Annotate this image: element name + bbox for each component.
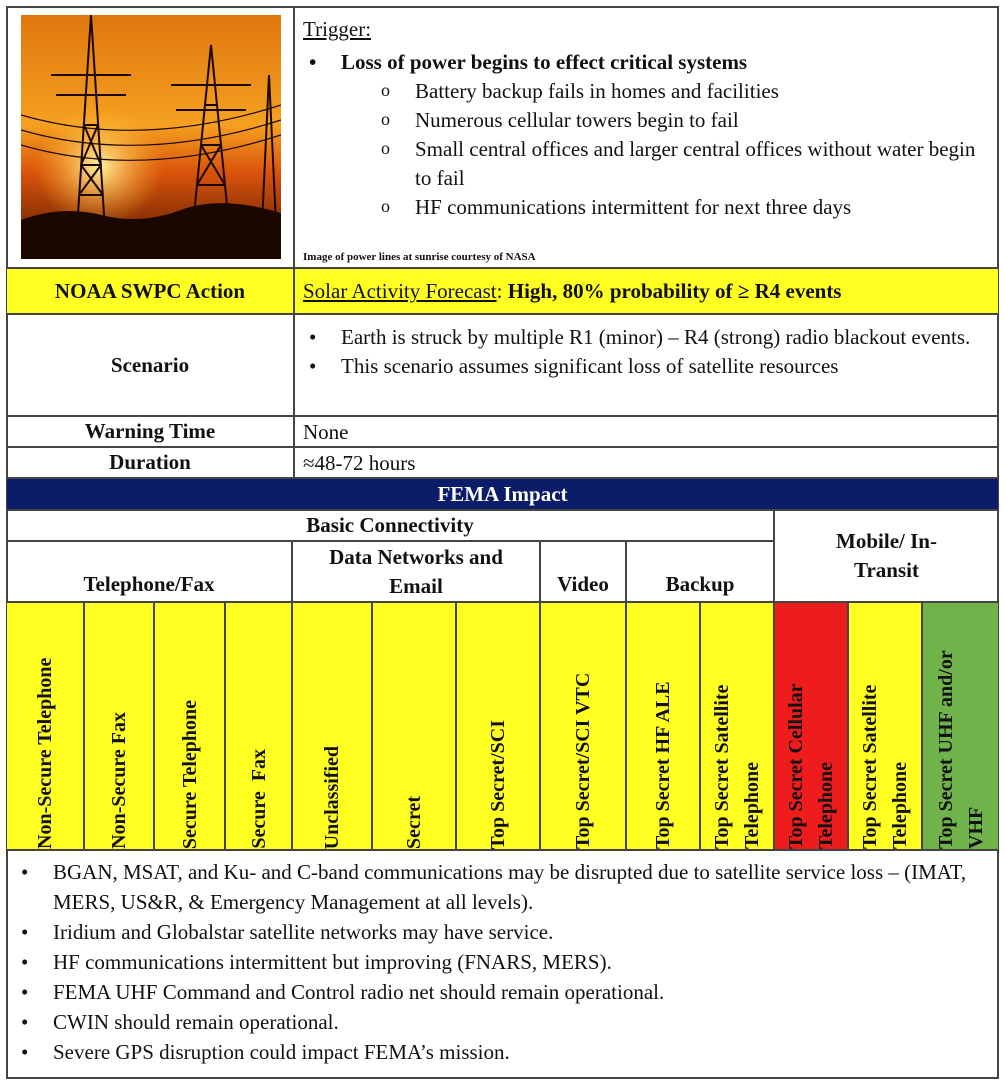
status-cell-top-secret-hf-ale (626, 602, 700, 850)
column-label: Top Secret Satellite Telephone (859, 684, 911, 849)
fema-impact-header: FEMA Impact (6, 478, 999, 510)
status-cell-mobile-satellite-telephone (848, 602, 922, 850)
scenario-label: Scenario (6, 314, 294, 416)
mobile-transit-header: Mobile/ In-Transit (774, 510, 999, 602)
impact-notes (6, 850, 999, 1079)
status-cell-non-secure-telephone (6, 602, 84, 850)
note-item: • BGAN, MSAT, and Ku- and C-band communications may be disrupted due to satellite service loss – (IMAT, MERS, US&R, & Emergency Management at all levels). (15, 857, 968, 917)
trigger-heading: Trigger: (303, 17, 372, 41)
column-label: Top Secret UHF and/or VHF (934, 650, 987, 849)
note-item: • Iridium and Globalstar satellite networks may have service. (15, 917, 968, 947)
sub-bullet: o Small central offices and larger central offices without water begin to fail (303, 135, 978, 193)
column-label: Non-Secure Telephone (34, 657, 56, 849)
scenario-bullet: • Earth is struck by multiple R1 (minor) – R4 (strong) radio blackout events. (303, 323, 978, 352)
group-video: Video (540, 541, 626, 602)
forecast-separator: : (496, 279, 508, 303)
status-cell-non-secure-fax (84, 602, 154, 850)
image-caption: Image of power lines at sunrise courtesy of NASA (303, 251, 536, 263)
status-cell-unclassified (292, 602, 372, 850)
warning-label: Warning Time (6, 416, 294, 447)
group-telephone-fax: Telephone/Fax (6, 541, 292, 602)
column-label: Secret (403, 796, 425, 849)
duration-label: Duration (6, 447, 294, 478)
column-label: Secure Telephone (178, 699, 201, 849)
forecast-value: High, 80% probability of ≥ R4 events (507, 279, 842, 303)
status-cell-top-secret-cellular-telephone (774, 602, 848, 850)
status-cell-top-secret-sci (456, 602, 540, 850)
column-label: Top Secret/SCI VTC (572, 672, 594, 849)
basic-connectivity-header: Basic Connectivity (6, 510, 774, 541)
note-item: • CWIN should remain operational. (15, 1007, 968, 1037)
trigger-main-bullet: • Loss of power begins to effect critical systems (303, 48, 998, 77)
sub-bullet: o Battery backup fails in homes and facilities (303, 77, 978, 106)
trigger-sub-list (303, 77, 998, 222)
status-cell-top-secret-satellite-telephone (700, 602, 774, 850)
column-label: Top Secret HF ALE (652, 681, 674, 849)
column-label: Non-Secure Fax (108, 712, 130, 849)
power-lines-image (21, 15, 281, 259)
column-label: Top Secret/SCI (487, 719, 509, 849)
group-backup: Backup (626, 541, 774, 602)
column-label: Top Secret Satellite Telephone (711, 684, 763, 849)
status-cell-top-secret-uhf-vhf (922, 602, 999, 850)
note-item: • HF communications intermittent but improving (FNARS, MERS). (15, 947, 968, 977)
note-item: • Severe GPS disruption could impact FEMA’s mission. (15, 1037, 968, 1067)
sub-bullet: o Numerous cellular towers begin to fail (303, 106, 978, 135)
scenario-cell (294, 314, 999, 416)
sub-bullet: o HF communications intermittent for next three days (303, 193, 978, 222)
forecast-link[interactable]: Solar Activity Forecast (303, 279, 497, 303)
status-cell-secure-telephone (154, 602, 225, 850)
status-cell-secure-fax (225, 602, 292, 850)
warning-value: None (294, 416, 999, 447)
image-cell (6, 6, 294, 268)
group-data-networks: Data Networks and Email (292, 541, 540, 602)
action-value (294, 268, 999, 314)
trigger-cell (294, 6, 999, 268)
note-item: • FEMA UHF Command and Control radio net should remain operational. (15, 977, 968, 1007)
column-label: Top Secret Cellular Telephone (785, 683, 837, 849)
action-label: NOAA SWPC Action (6, 268, 294, 314)
column-label: Unclassified (321, 745, 343, 849)
column-label: Secure Fax (247, 749, 270, 849)
status-cell-secret (372, 602, 456, 850)
duration-value: ≈48-72 hours (294, 447, 999, 478)
status-cell-top-secret-sci-vtc (540, 602, 626, 850)
scenario-bullet: • This scenario assumes significant loss of satellite resources (303, 352, 978, 381)
